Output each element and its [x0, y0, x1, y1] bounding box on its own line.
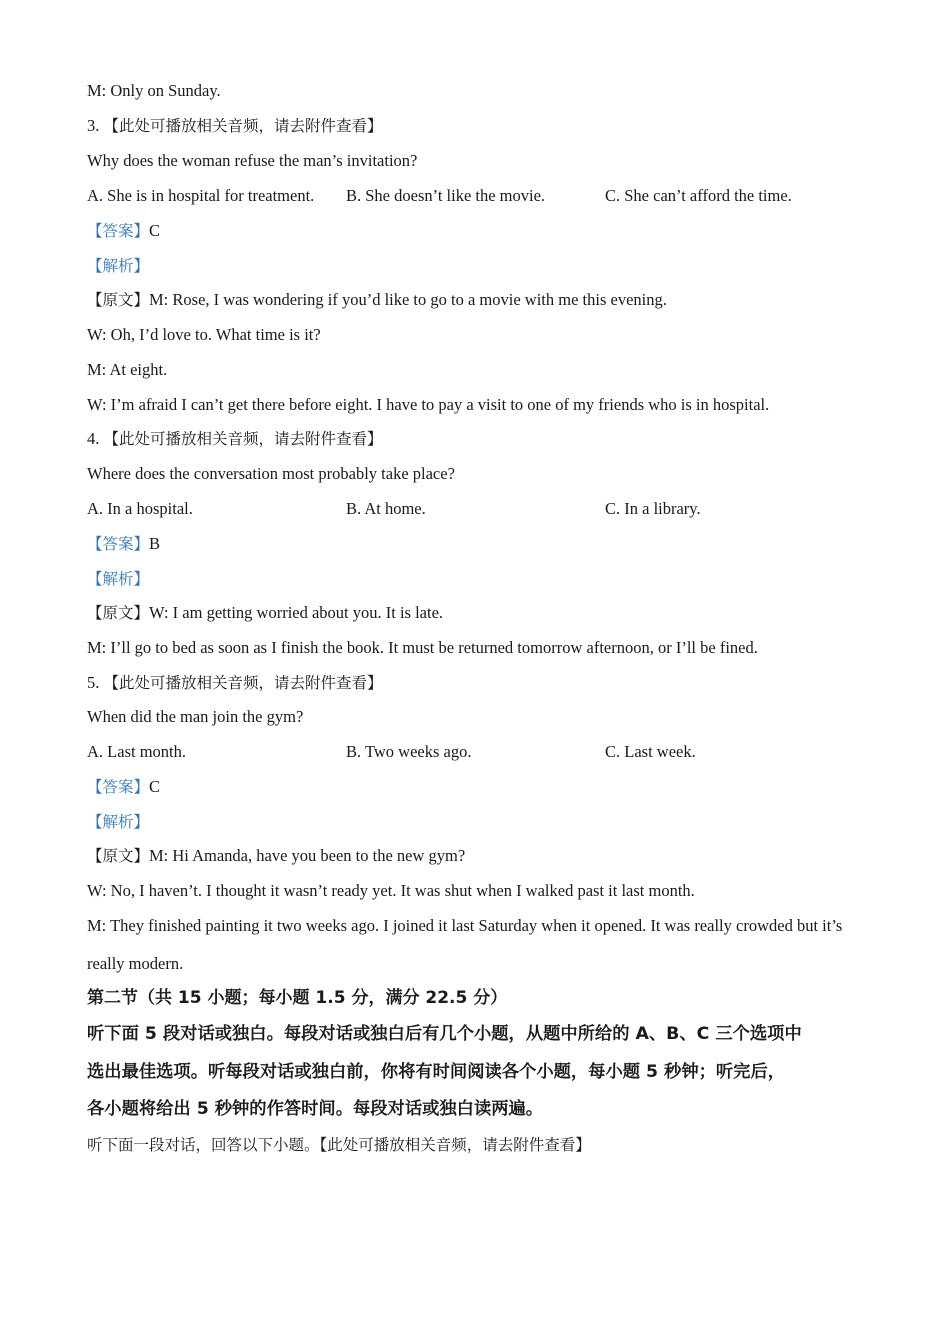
question-header-3: [87, 116, 383, 136]
option-c: C. Last week.: [605, 742, 696, 761]
listen-note[interactable]: 听下面一段对话，回答以下小题。【此处可播放相关音频，请去附件查看】: [87, 1136, 591, 1154]
option-b: B. She doesn’t like the movie.: [346, 186, 546, 205]
option-a: A. Last month.: [87, 742, 186, 761]
transcript-label: 【原文】: [87, 291, 150, 309]
answer-value: B: [149, 534, 161, 553]
instruction-line: 选出最佳选项。听每段对话或独白前，你将有时间阅读各个小题，每小题 5 秒钟；听完后，: [87, 1062, 786, 1082]
transcript-line: W: I’m afraid I can’t get there before eight. I have to pay a visit to one of my friends who is in hospital.: [87, 395, 770, 414]
option-c: C. She can’t afford the time.: [605, 186, 792, 205]
analysis-label: 【解析】: [87, 570, 150, 588]
question-text: Why does the woman refuse the man’s invitation?: [87, 151, 418, 170]
transcript-line: M: They finished painting it two weeks ago. I joined it last Saturday when it opened. It was really crowded but it’s: [87, 916, 843, 935]
transcript-label: 【原文】: [87, 847, 150, 865]
question-number: 5.: [87, 673, 100, 692]
analysis-label: 【解析】: [87, 813, 150, 831]
answer-label: 【答案】: [87, 222, 150, 240]
option-b: B. At home.: [346, 499, 426, 518]
option-c: C. In a library.: [605, 499, 701, 518]
option-a: A. She is in hospital for treatment.: [87, 186, 315, 205]
question-number: 3.: [87, 116, 100, 135]
question-header-5: [87, 673, 383, 693]
answer-line: [87, 777, 160, 797]
question-text: Where does the conversation most probably take place?: [87, 464, 455, 483]
transcript-text: M: Hi Amanda, have you been to the new gym?: [149, 846, 466, 865]
answer-value: C: [149, 221, 161, 240]
answer-value: C: [149, 777, 161, 796]
answer-line: [87, 221, 160, 241]
audio-note[interactable]: 【此处可播放相关音频，请去附件查看】: [103, 674, 383, 692]
analysis-label: 【解析】: [87, 257, 150, 275]
transcript-line: M: I’ll go to bed as soon as I finish the book. It must be returned tomorrow afternoon, or I’ll be fined.: [87, 638, 758, 657]
option-b: B. Two weeks ago.: [346, 742, 472, 761]
audio-note[interactable]: 【此处可播放相关音频，请去附件查看】: [103, 117, 383, 135]
transcript-line: M: Only on Sunday.: [87, 81, 221, 100]
section-heading: 第二节（共 15 小题；每小题 1.5 分，满分 22.5 分）: [87, 988, 508, 1008]
transcript-line: W: Oh, I’d love to. What time is it?: [87, 325, 321, 344]
instruction-line: 各小题将给出 5 秒钟的作答时间。每段对话或独白读两遍。: [87, 1099, 544, 1119]
transcript-line: M: At eight.: [87, 360, 168, 379]
transcript-line: W: No, I haven’t. I thought it wasn’t ready yet. It was shut when I walked past it last month.: [87, 881, 695, 900]
transcript-label: 【原文】: [87, 604, 150, 622]
answer-label: 【答案】: [87, 778, 150, 796]
transcript-text: W: I am getting worried about you. It is late.: [149, 603, 444, 622]
transcript-line: [87, 290, 667, 310]
transcript-text: M: Rose, I was wondering if you’d like to go to a movie with me this evening.: [149, 290, 667, 309]
transcript-line: [87, 846, 465, 866]
question-text: When did the man join the gym?: [87, 707, 304, 726]
question-header-4: [87, 429, 383, 449]
audio-note[interactable]: 【此处可播放相关音频，请去附件查看】: [103, 430, 383, 448]
answer-line: [87, 534, 160, 554]
question-number: 4.: [87, 429, 100, 448]
option-a: A. In a hospital.: [87, 499, 193, 518]
transcript-line: really modern.: [87, 954, 184, 973]
instruction-line: 听下面 5 段对话或独白。每段对话或独白后有几个小题，从题中所给的 A、B、C 三个选项中: [87, 1024, 802, 1044]
answer-label: 【答案】: [87, 535, 150, 553]
transcript-line: [87, 603, 443, 623]
